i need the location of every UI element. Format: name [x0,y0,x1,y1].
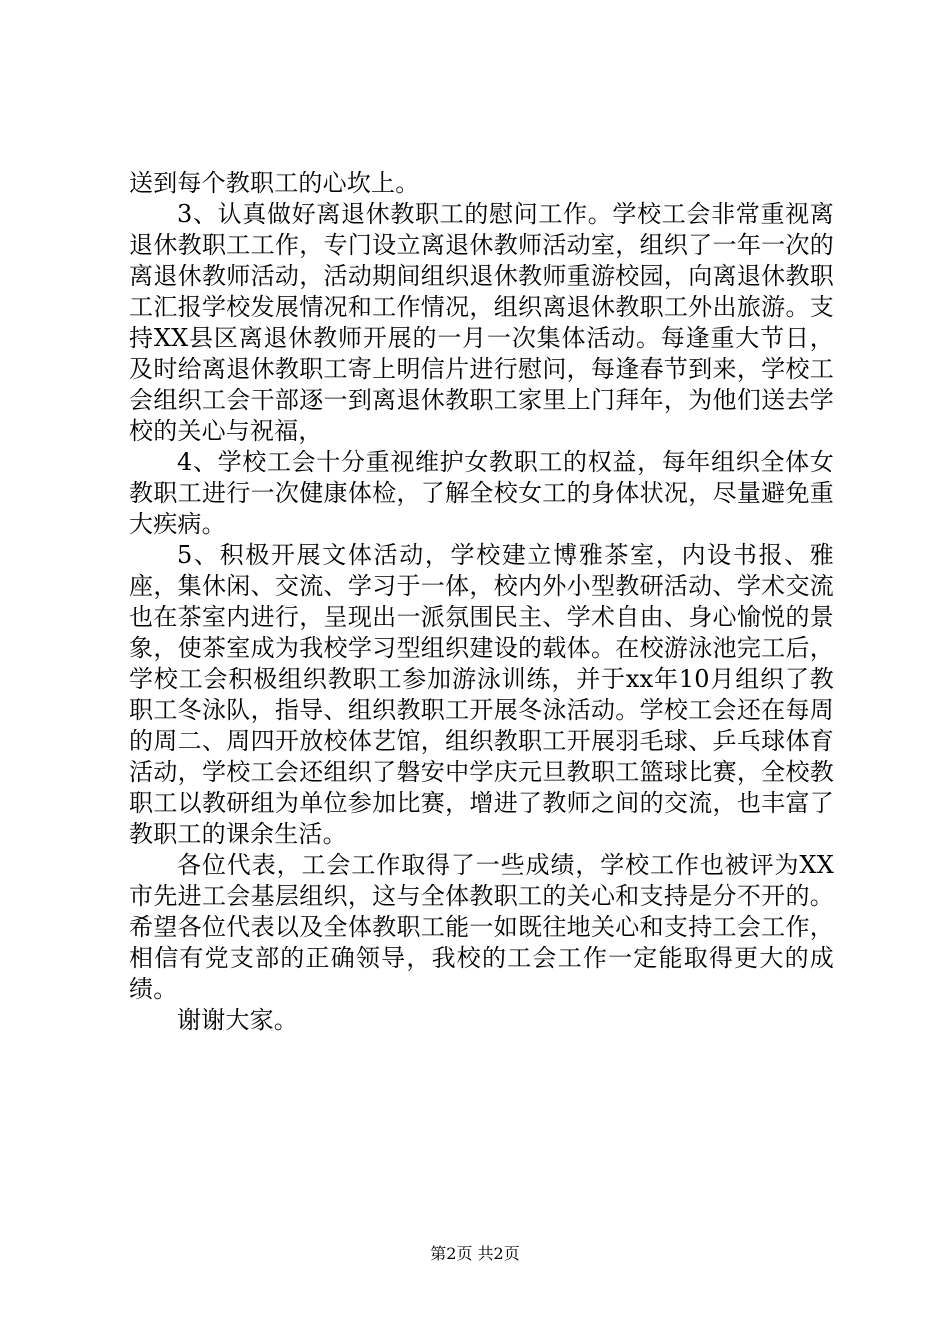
paragraph-closing: 各位代表，工会工作取得了一些成绩，学校工作也被评为XX市先进工会基层组织，这与全体教职工的关心和支持是分不开的。希望各位代表以及全体教职工能一如既往地关心和支持工会工作，相信有党支部的正确领导，我校的工会工作一定能取得更大的成绩。 [129,851,834,1003]
paragraph-item-3: 3、认真做好离退休教职工的慰问工作。学校工会非常重视离退休教职工工作，专门设立离退休教师活动室，组织了一年一次的离退休教师活动，活动期间组织退休教师重游校园，向离退休教职工汇报学校发展情况和工作情况，组织离退休教职工外出旅游。支持XX县区离退休教师开展的一月一次集体活动。每逢重大节日，及时给离退休教职工寄上明信片进行慰问，每逢春节到来，学校工会组织工会干部逐一到离退休教职工家里上门拜年，为他们送去学校的关心与祝福， [129,200,834,445]
paragraph-item-5: 5、积极开展文体活动，学校建立博雅茶室，内设书报、雅座，集休闲、交流、学习于一体，校内外小型教研活动、学术交流也在茶室内进行，呈现出一派氛围民主、学术自由、身心愉悦的景象，使茶室成为我校学习型组织建设的载体。在校游泳池完工后，学校工会积极组织教职工参加游泳训练，并于xx年10月组织了教职工冬泳队，指导、组织教职工开展冬泳活动。学校工会还在每周的周二、周四开放校体艺馆，组织教职工开展羽毛球、乒乓球体育活动，学校工会还组织了磐安中学庆元旦教职工篮球比赛，全校教职工以教研组为单位参加比赛，增进了教师之间的交流，也丰富了教职工的课余生活。 [129,541,834,848]
document-body [129,168,834,1036]
paragraph-thanks: 谢谢大家。 [177,1006,298,1034]
page-footer: 第2页 共2页 [430,1244,520,1263]
paragraph-item-4: 4、学校工会十分重视维护女教职工的权益，每年组织全体女教职工进行一次健康体检，了解全校女工的身体状况，尽量避免重大疾病。 [129,448,834,538]
paragraph-continuation: 送到每个教职工的心坎上。 [129,169,420,197]
